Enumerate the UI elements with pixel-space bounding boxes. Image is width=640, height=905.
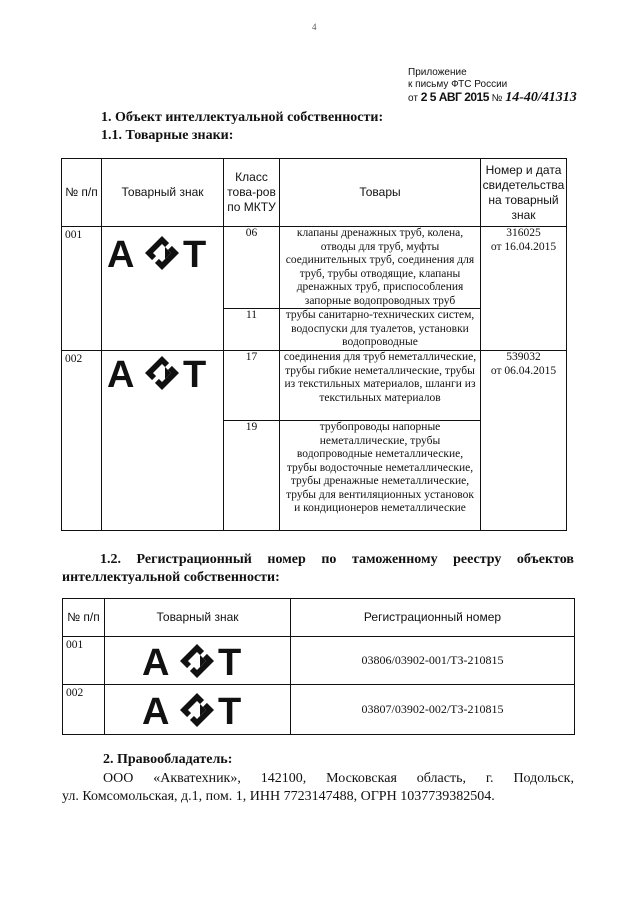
row-num: 002 — [63, 685, 105, 735]
class-cell: 11 — [224, 309, 280, 351]
handwritten-number: 14-40/41313 — [505, 90, 577, 105]
reg-number: 03806/03902-001/ТЗ-210815 — [291, 637, 575, 685]
owner-line1 — [103, 770, 574, 787]
class-cell: 19 — [224, 421, 280, 531]
class-cell: 06 — [224, 227, 280, 309]
title-word: Регистрационный — [136, 552, 252, 567]
trademark-logo — [107, 353, 219, 393]
owner-word: ООО — [103, 771, 134, 786]
reg-number: 03807/03902-002/ТЗ-210815 — [291, 685, 575, 735]
from-label: от — [408, 93, 418, 104]
header-reg: Регистрационный номер — [291, 599, 575, 637]
title-word: реестру — [453, 552, 502, 567]
goods-cell: трубопроводы напорные неметаллические, трубы водопроводные неметаллические, трубы водосточные неметаллические, трубы дренажные неметаллические, трубы для вентиляционных установок и кондиционеров неметаллические — [280, 421, 481, 531]
trademark-cell — [102, 227, 224, 351]
section-2-title: 2. Правообладатель: — [103, 752, 233, 767]
goods-cell: клапаны дренажных труб, колена, отводы для труб, муфты соединительных труб, соединения для труб, трубы отводящие, клапаны дренажных труб, приспособления запорные водопроводных труб — [280, 227, 481, 309]
header-num: № п/п — [63, 599, 105, 637]
trademark-cell — [105, 685, 291, 735]
appendix-stamp — [408, 67, 577, 105]
section-1-2-title-line2: интеллектуальной собственности: — [62, 570, 280, 585]
cert-cell — [481, 227, 567, 351]
cert-cell — [481, 351, 567, 531]
owner-line2: ул. Комсомольская, д.1, пом. 1, ИНН 7723147488, ОГРН 1037739382504. — [62, 789, 495, 804]
table-row — [63, 637, 575, 685]
title-word: 1.2. — [100, 552, 121, 567]
trademark-logo — [142, 641, 254, 681]
header-mark: Товарный знак — [102, 159, 224, 227]
title-word: таможенному — [351, 552, 438, 567]
owner-word: 142100, — [260, 771, 307, 786]
class-cell: 17 — [224, 351, 280, 421]
registration-table — [62, 598, 575, 735]
title-word: объектов — [516, 552, 574, 567]
trademark-logo — [142, 690, 254, 730]
title-word: номер — [267, 552, 306, 567]
table-header-row — [63, 599, 575, 637]
table-row — [62, 351, 567, 421]
row-num: 002 — [62, 351, 102, 531]
section-1-title: 1. Объект интеллектуальной собственности: — [101, 110, 384, 125]
appendix-line1: Приложение — [408, 67, 467, 78]
appendix-ref-line — [408, 91, 577, 105]
trademark-logo — [107, 233, 219, 273]
owner-word: Московская — [326, 771, 397, 786]
trademark-cell — [105, 637, 291, 685]
cert-date: от 06.04.2015 — [490, 364, 557, 377]
header-class: Класс това-ров по МКТУ — [224, 159, 280, 227]
number-label: № — [491, 93, 503, 104]
section-1-1-title: 1.1. Товарные знаки: — [101, 128, 234, 143]
header-cert: Номер и дата свидетельства на товарный знак — [481, 159, 567, 227]
section-1-2-title-line1 — [100, 551, 574, 568]
table-header-row — [62, 159, 567, 227]
goods-cell: соединения для труб неметаллические, трубы гибкие неметаллические, трубы из текстильных материалов, шланги из текстильных материалов — [280, 351, 481, 421]
row-num: 001 — [62, 227, 102, 351]
header-goods: Товары — [280, 159, 481, 227]
owner-word: область, — [416, 771, 466, 786]
table-row — [62, 227, 567, 309]
appendix-line2: к письму ФТС России — [408, 79, 508, 90]
header-num: № п/п — [62, 159, 102, 227]
cert-number: 316025 — [506, 227, 541, 239]
page-number: 4 — [312, 22, 317, 32]
header-mark: Товарный знак — [105, 599, 291, 637]
title-word: по — [321, 552, 337, 567]
cert-date: от 16.04.2015 — [490, 240, 557, 253]
owner-word: Подольск, — [513, 771, 574, 786]
owner-word: г. — [485, 771, 494, 786]
date-stamp: 2 5 АВГ 2015 — [420, 90, 489, 104]
row-num: 001 — [63, 637, 105, 685]
trademark-cell — [102, 351, 224, 531]
owner-word: «Акватехник», — [153, 771, 241, 786]
trademarks-table — [61, 158, 567, 531]
table-row — [63, 685, 575, 735]
goods-cell: трубы санитарно-технических систем, водоспуски для туалетов, установки водопроводные — [280, 309, 481, 351]
cert-number: 539032 — [506, 351, 541, 363]
